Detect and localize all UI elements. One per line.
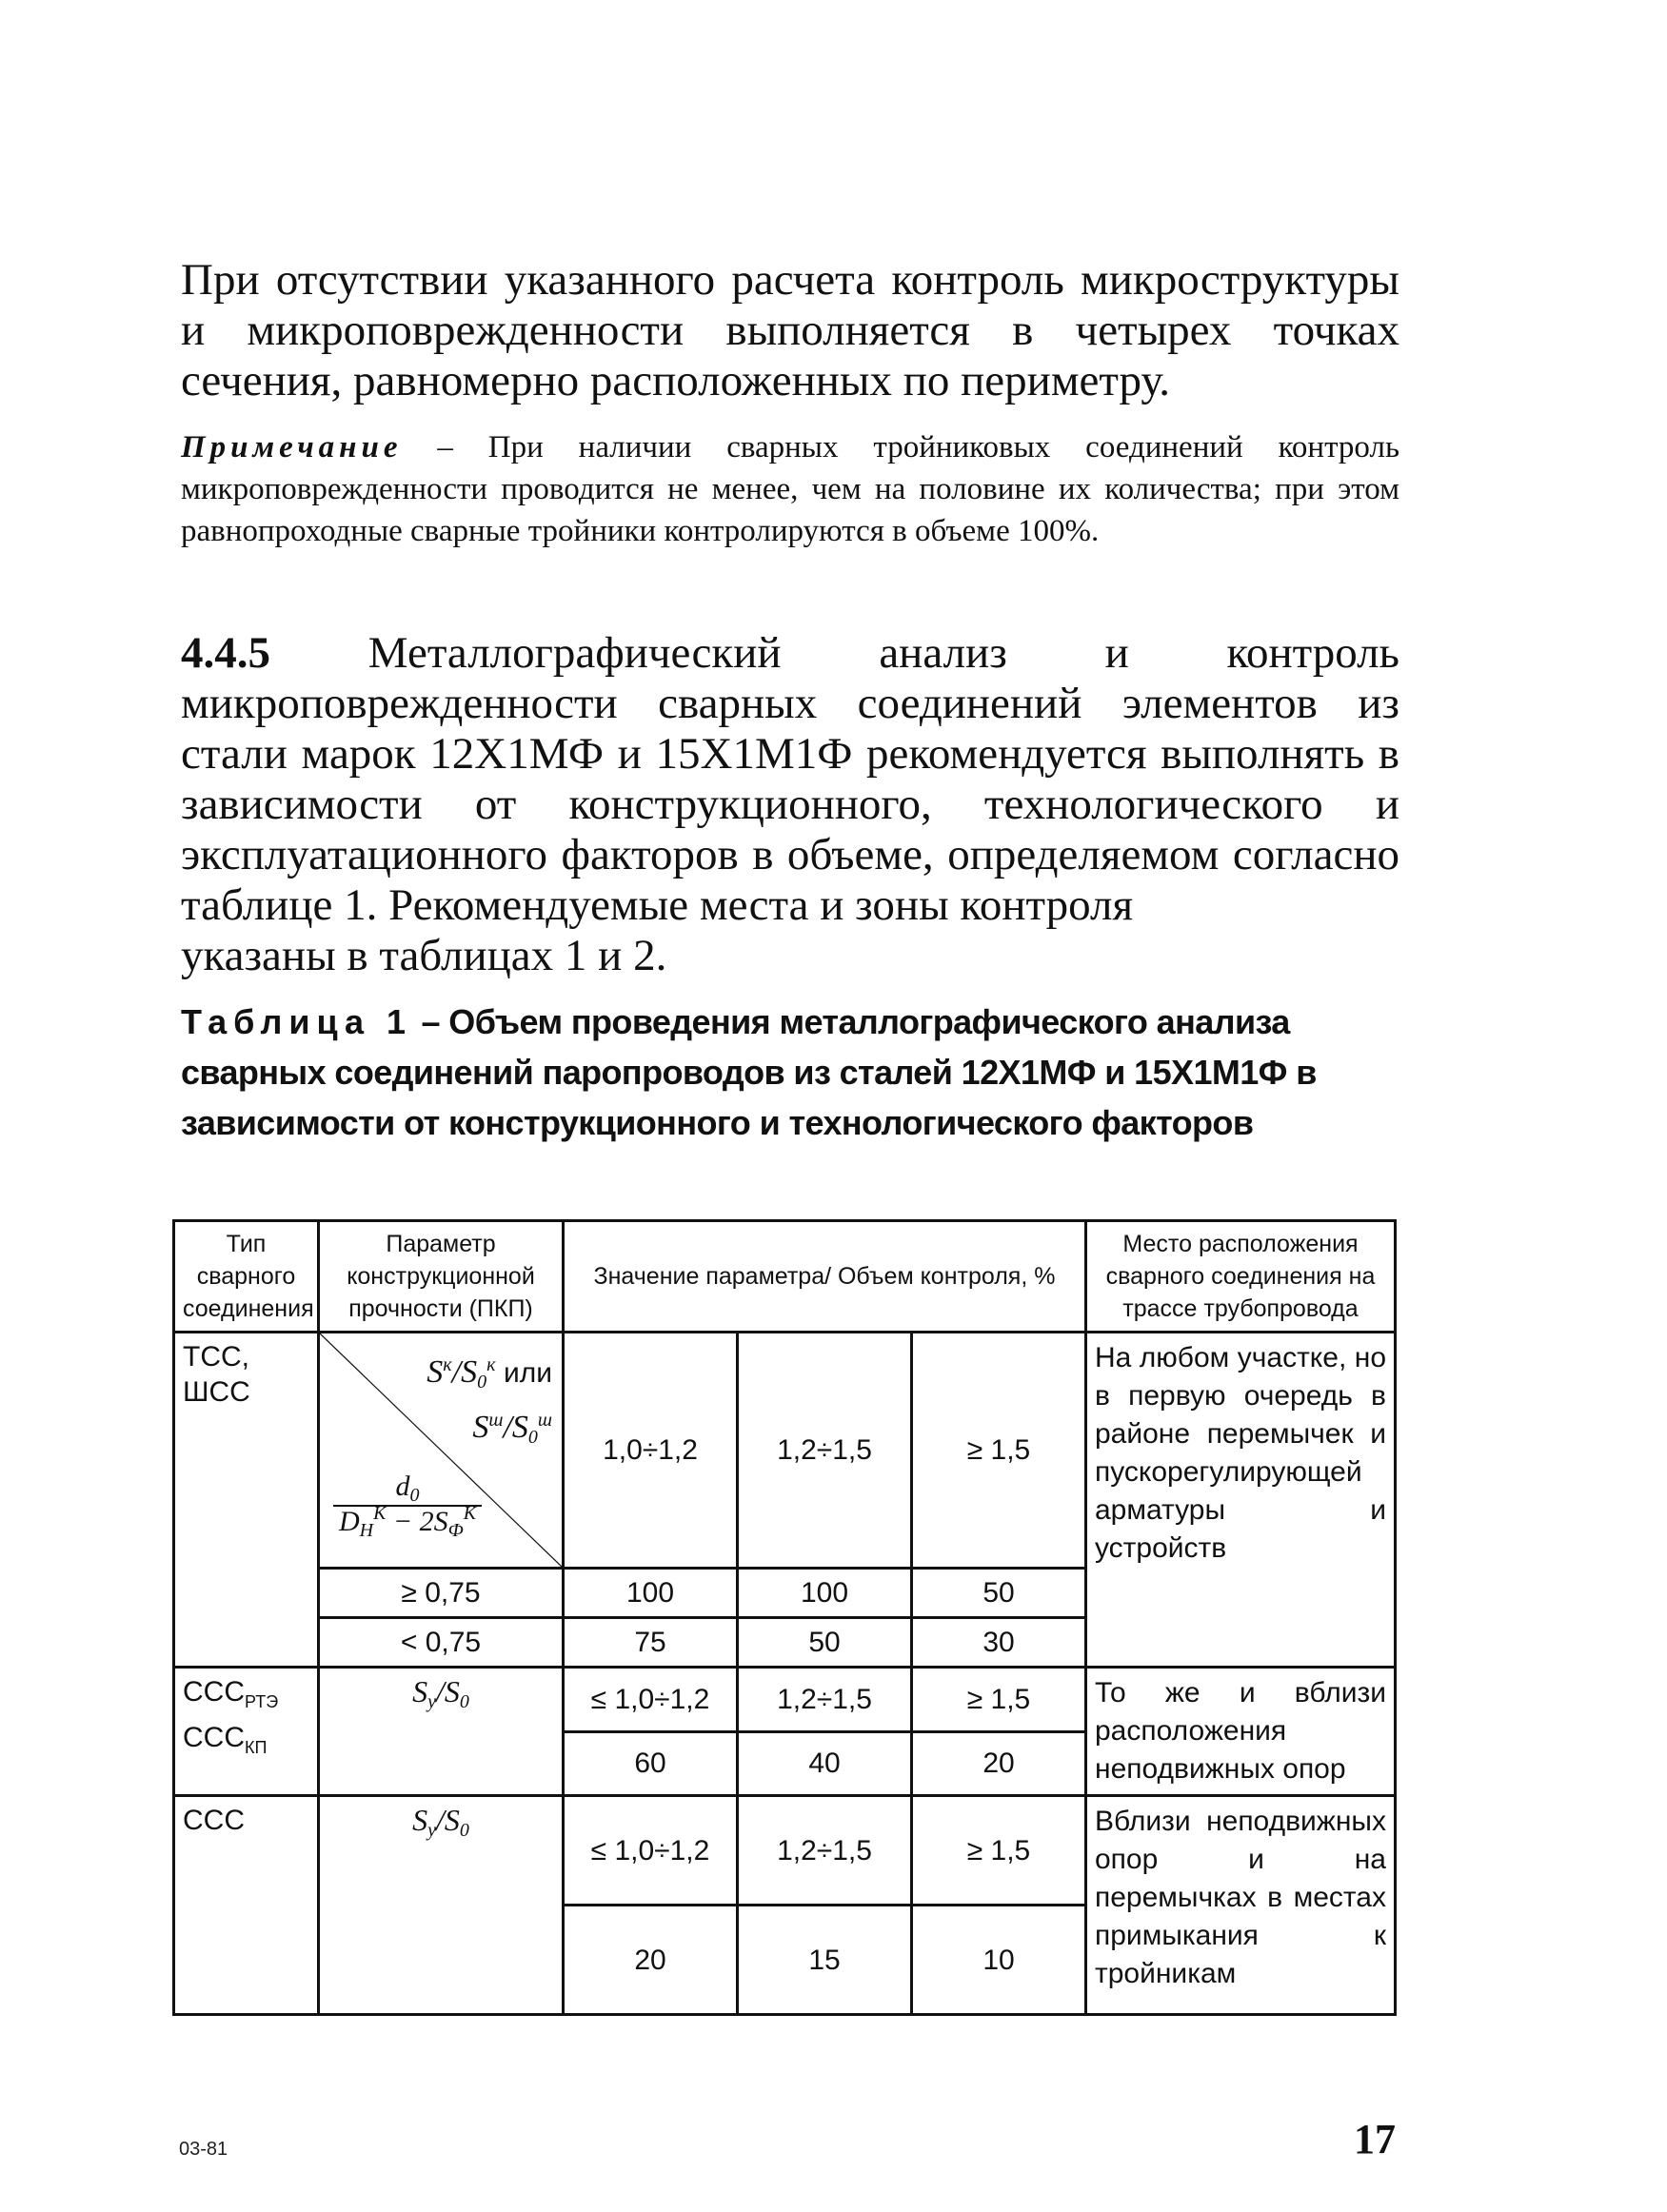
range-cell: ≥ 1,5 (912, 1333, 1086, 1569)
range-cell: 1,2÷1,5 (738, 1333, 912, 1569)
volume-cell: 40 (738, 1731, 912, 1796)
location-cell: То же и вблизи расположения неподвижных опор (1086, 1668, 1396, 1796)
table-caption-text: – Объем проведения металлографического анализа сварных соединений паропроводов из сталей 12Х1МФ и 15Х1М1Ф в зависимости от конструкционного и технологического факторов (181, 1002, 1317, 1142)
volume-cell: 50 (738, 1618, 912, 1668)
volume-cell: 75 (564, 1618, 738, 1668)
param-formula-cell (319, 1796, 564, 2015)
note-label: Примечание (181, 430, 403, 464)
paragraph-text: При отсутствии указанного расчета контроль микроструктуры и микроповрежденности выполняется в четырех точках сечения, равномерно расположенных по периметру. (181, 255, 1399, 405)
ratio-formula-bottom: $d_0$ $D_Н^К - 2S_Ф^К$ (333, 1471, 482, 1540)
diagonal-header-cell (319, 1333, 564, 1569)
page-number: 17 (1354, 2116, 1396, 2163)
ratio-formula-top: $S^к/S0^к$ или $S^ш/S0^ш$ (427, 1354, 552, 1448)
volume-cell: 100 (738, 1569, 912, 1618)
header-type: Тип сварного соединения (174, 1221, 319, 1333)
table-header-row (174, 1221, 1396, 1333)
or-label: или (503, 1357, 552, 1389)
range-cell: ≤ 1,0÷1,2 (564, 1796, 738, 1906)
param-formula-cell (319, 1668, 564, 1796)
document-code: 03-81 (179, 2139, 228, 2160)
volume-cell: 50 (912, 1569, 1086, 1618)
range-cell: 1,2÷1,5 (738, 1796, 912, 1906)
table-row (174, 1333, 1396, 1569)
location-cell: На любом участке, но в первую очередь в районе перемычек и пускорегулирующей арматуры и устройств (1086, 1333, 1396, 1668)
table-caption-label: Таблица 1 (181, 1002, 413, 1041)
param-value-cell: ≥ 0,75 (319, 1569, 564, 1618)
header-value: Значение параметра/ Объем контроля, % (564, 1221, 1086, 1333)
location-cell: Вблизи неподвижных опор и на перемычках в местах примыкания к тройникам (1086, 1796, 1396, 2015)
joint-type-cell (174, 1333, 319, 1668)
param-value-cell: < 0,75 (319, 1618, 564, 1668)
section-number: 4.4.5 (181, 628, 270, 678)
note-text: – При наличии сварных тройниковых соединений контроль микроповрежденности проводится не менее, чем на половине их количества; при этом равнопроходные сварные тройники контролируются в объеме 100%. (181, 430, 1399, 548)
range-cell: ≥ 1,5 (912, 1796, 1086, 1906)
table-caption (181, 997, 1409, 1148)
range-cell: ≤ 1,0÷1,2 (564, 1668, 738, 1732)
joint-type-subscript: КП (245, 1738, 268, 1757)
volume-cell: 60 (564, 1731, 738, 1796)
volume-cell: 15 (738, 1906, 912, 2015)
joint-type-subscript: РТЭ (245, 1692, 279, 1711)
volume-cell: 20 (912, 1731, 1086, 1796)
ratio-formula: Sу/S0 (412, 1674, 469, 1712)
joint-type: ТСС, (183, 1341, 249, 1373)
ratio-formula: Sу/S0 (412, 1803, 469, 1841)
data-table (172, 1219, 1397, 2016)
joint-type: ШСС (183, 1376, 250, 1408)
section-paragraph (181, 628, 1399, 981)
range-cell: 1,2÷1,5 (738, 1668, 912, 1732)
joint-type: ССС (183, 1722, 245, 1753)
note-paragraph (181, 426, 1399, 552)
volume-cell: 100 (564, 1569, 738, 1618)
header-location: Место расположения сварного соединения на трассе трубопровода (1086, 1221, 1396, 1333)
joint-type: ССС (183, 1676, 245, 1708)
joint-type-cell: ССС (174, 1796, 319, 2015)
joint-type-cell (174, 1668, 319, 1796)
range-cell: ≥ 1,5 (912, 1668, 1086, 1732)
section-text: Металлографический анализ и контроль микроповрежденности сварных соединений элементов из стали марок 12Х1МФ и 15Х1М1Ф рекомендуется выполнять в зависимости от конструкционного, технологического и эксплуатационного факторов в объеме, определяемом согласно таблице 1. Рекомендуемые места и зоны контроля (181, 628, 1399, 930)
paragraph-body (181, 255, 1399, 406)
volume-cell: 10 (912, 1906, 1086, 2015)
volume-cell: 30 (912, 1618, 1086, 1668)
table-row (174, 1668, 1396, 1732)
range-cell: 1,0÷1,2 (564, 1333, 738, 1569)
table-row (174, 1796, 1396, 1906)
header-param: Параметр конструкционной прочности (ПКП) (319, 1221, 564, 1333)
volume-cell: 20 (564, 1906, 738, 2015)
section-text-last-line: указаны в таблицах 1 и 2. (181, 931, 667, 980)
